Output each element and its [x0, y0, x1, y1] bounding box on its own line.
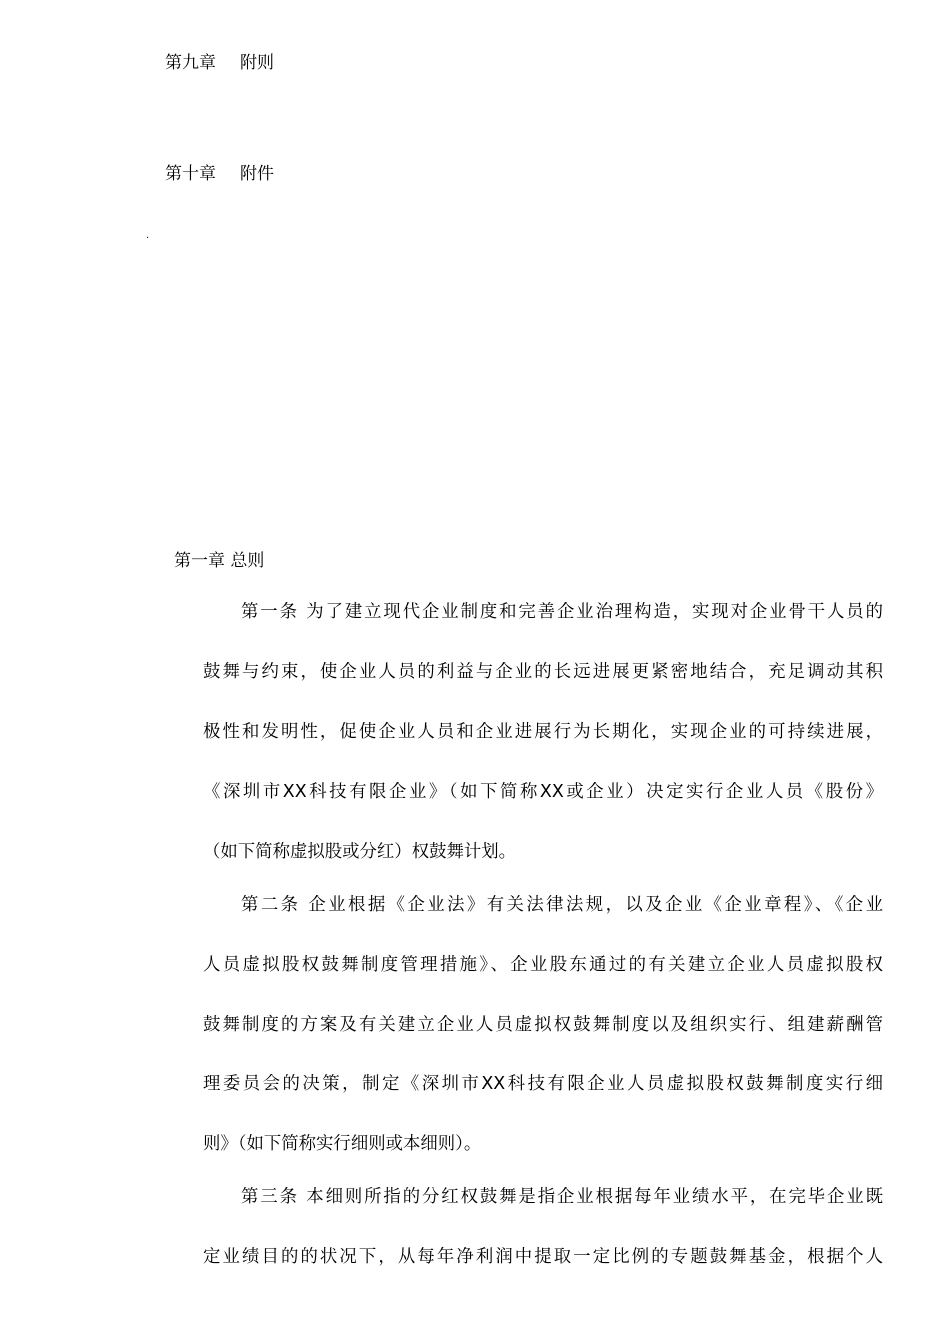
toc-entry-tail — [130, 108, 170, 128]
toc-entry-title: 附件 — [240, 164, 274, 184]
toc-dot-leader — [276, 51, 880, 75]
toc-entry-label: 第十章 — [165, 164, 216, 184]
toc-ellipsis — [130, 108, 145, 128]
toc-entry-chapter-10[interactable] — [165, 162, 880, 186]
toc-entry-title: 附则 — [240, 53, 274, 73]
article-line: 极性和发明性，促使企业人员和企业进展行为长期化，实现企业的可持续进展， — [203, 722, 883, 742]
article-line: 定业绩目的的状况下，从每年净利润中提取一定比例的专题鼓舞基金，根据个人 — [203, 1247, 883, 1267]
article-line: 则》（如下简称实行细则或本细则）。 — [203, 1134, 482, 1154]
toc-dot-leader — [276, 162, 880, 186]
toc-entry-label: 第九章 — [165, 53, 216, 73]
article-line: 第一条 为了建立现代企业制度和完善企业治理构造，实现对企业骨干人员的 — [241, 602, 883, 622]
article-line: 人员虚拟股权鼓舞制度管理措施》、企业股东通过的有关建立企业人员虚拟股权 — [203, 955, 883, 975]
article-line: 鼓舞与约束，使企业人员的利益与企业的长远进展更紧密地结合，充足调动其积 — [203, 662, 883, 682]
article-line: 鼓舞制度的方案及有关建立企业人员虚拟权鼓舞制度以及组织实行、组建薪酬管 — [203, 1015, 883, 1035]
article-line: 《深圳市XX科技有限企业》（如下简称XX或企业）决定实行企业人员《股份》 — [203, 782, 883, 802]
article-line: 理委员会的决策，制定《深圳市XX科技有限企业人员虚拟股权鼓舞制度实行细 — [203, 1074, 883, 1094]
toc-tail-period: . — [146, 230, 150, 241]
chapter-heading: 第一章 总则 — [174, 551, 265, 571]
article-line: 第三条 本细则所指的分红权鼓舞是指企业根据每年业绩水平，在完毕企业既 — [241, 1187, 883, 1207]
toc-entry-chapter-9[interactable] — [165, 51, 880, 75]
article-line: （如下简称虚拟股或分红）权鼓舞计划。 — [203, 842, 517, 862]
toc-entry-tail — [130, 222, 170, 242]
toc-ellipsis — [130, 222, 145, 242]
article-line: 第二条 企业根据《企业法》有关法律法规，以及企业《企业章程》、《企业 — [241, 895, 883, 915]
